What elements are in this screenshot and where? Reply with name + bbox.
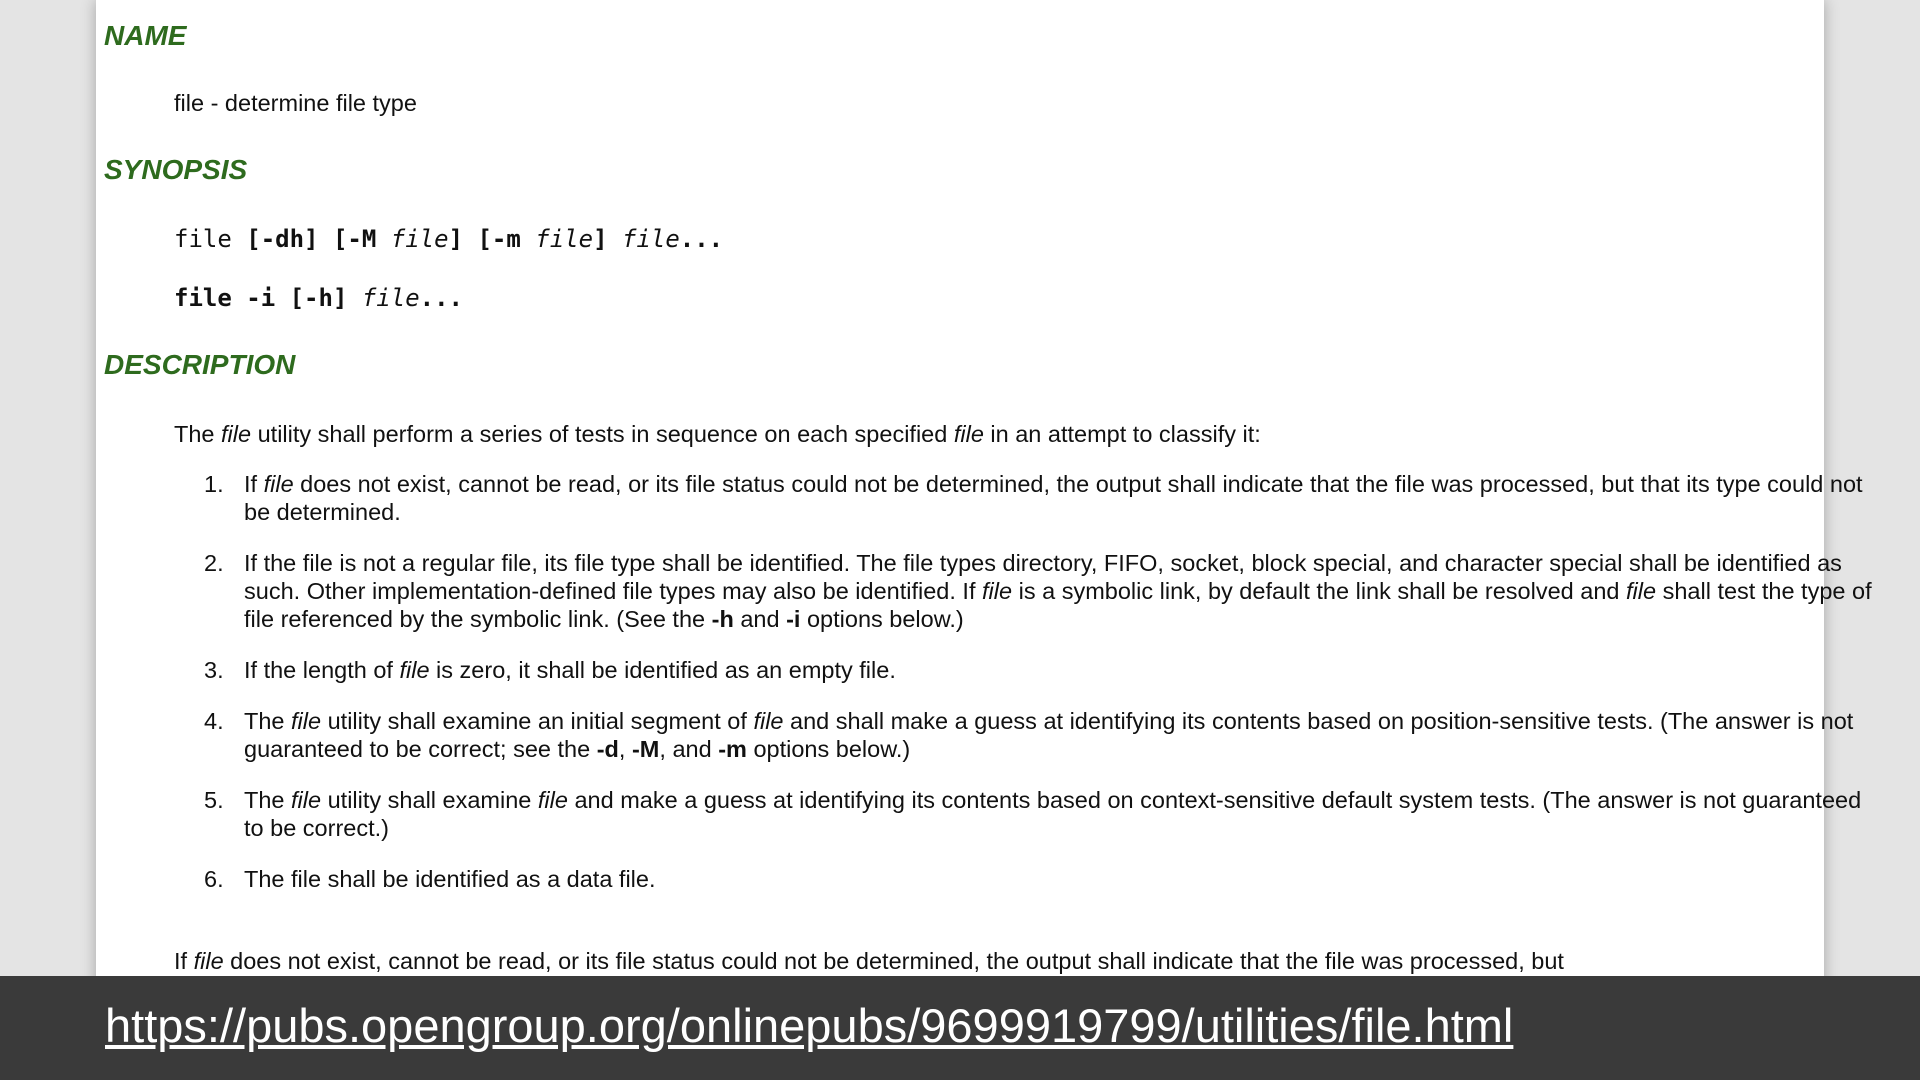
italic-term: file — [537, 787, 568, 813]
synopsis-line-2 — [174, 283, 1784, 313]
bold-option: -i — [786, 606, 801, 632]
italic-term: file — [263, 471, 294, 497]
list-number: 1. — [204, 471, 224, 497]
text-run: and — [733, 606, 787, 632]
italic-term: file — [982, 578, 1013, 604]
text-run: , — [618, 736, 632, 762]
text-run: The — [244, 708, 292, 734]
name-description: file - determine file type — [174, 90, 417, 116]
text-run: utility shall perform a series of tests in sequence on each specified — [251, 421, 954, 447]
synopsis-argument: file — [390, 225, 449, 253]
text-run: is zero, it shall be identified as an empty file. — [429, 657, 896, 683]
section-heading-synopsis: SYNOPSIS — [104, 154, 248, 185]
list-number: 4. — [204, 708, 224, 734]
bold-option: -M — [631, 736, 660, 762]
list-item — [204, 656, 1884, 684]
text-run: The — [244, 787, 292, 813]
text-run: If the file is not a regular file, its file type shall be identified. The file types directory, FIFO, socket, block special, and character special shall be identified as such. Other implementation-defined file types may also be identified. If — [244, 550, 1842, 604]
list-item — [204, 707, 1884, 763]
synopsis-bracket: ] — [448, 225, 464, 253]
description-continuation — [174, 947, 1784, 975]
italic-term: file — [291, 708, 322, 734]
text-run: and shall make a guess at identifying its contents based on position-sensitive tests. (The answer is not guaranteed to be correct; see the — [244, 708, 1854, 762]
list-number: 6. — [204, 866, 224, 892]
text-run: and make a guess at identifying its contents based on context-sensitive default system tests. (The answer is not guaranteed to be correct.) — [244, 787, 1862, 841]
text-run: utility shall examine — [321, 787, 538, 813]
text-run: The file shall be identified as a data file. — [244, 866, 656, 892]
text-run: If — [174, 948, 194, 974]
italic-term: file — [221, 421, 252, 447]
text-run: does not exist, cannot be read, or its file status could not be determined, the output shall indicate that the file was processed, but that its type could not be determined. — [244, 471, 1863, 525]
text-run: in an attempt to classify it: — [983, 421, 1261, 447]
italic-term: file — [753, 708, 784, 734]
italic-term: file — [399, 657, 430, 683]
bold-option: -m — [718, 736, 747, 762]
text-run: , and — [659, 736, 719, 762]
description-intro — [174, 420, 1784, 448]
text-run: options below.) — [800, 606, 964, 632]
list-number: 5. — [204, 787, 224, 813]
synopsis-cmd: file -i — [174, 284, 276, 312]
synopsis-cmd: file — [174, 225, 232, 253]
text-run: utility shall examine an initial segment of — [321, 708, 754, 734]
italic-term: file — [1626, 578, 1657, 604]
list-item — [204, 470, 1884, 526]
text-run: If — [244, 471, 264, 497]
synopsis-operand: file — [621, 225, 680, 253]
synopsis-argument: file — [535, 225, 594, 253]
bold-option: -d — [596, 736, 619, 762]
synopsis-option: [-M — [332, 225, 377, 253]
italic-term: file — [291, 787, 322, 813]
list-item — [204, 865, 1884, 893]
text-run: The — [174, 421, 222, 447]
synopsis-operand: file — [361, 284, 420, 312]
synopsis-ellipsis: ... — [419, 284, 464, 312]
text-run: options below.) — [746, 736, 911, 762]
url-caption-bar — [0, 976, 1920, 1080]
text-run: is a symbolic link, by default the link shall be resolved and — [1012, 578, 1627, 604]
synopsis-option: [-dh] — [246, 225, 319, 253]
test-sequence-list — [174, 470, 1884, 916]
synopsis-option: [-h] — [289, 284, 348, 312]
list-number: 3. — [204, 657, 224, 683]
text-run: does not exist, cannot be read, or its file status could not be determined, the output shall indicate that the file was processed, but — [223, 948, 1564, 974]
synopsis-option: [-m — [477, 225, 521, 253]
document-page — [96, 0, 1872, 1080]
bold-option: -h — [711, 606, 734, 632]
list-item — [204, 786, 1884, 842]
section-heading-name: NAME — [104, 20, 187, 51]
synopsis-ellipsis: ... — [679, 225, 724, 253]
source-url-link[interactable]: https://pubs.opengroup.org/onlinepubs/9699919799/utilities/file.html — [105, 999, 1514, 1052]
section-heading-description: DESCRIPTION — [104, 349, 296, 380]
list-number: 2. — [204, 550, 224, 576]
italic-term: file — [193, 948, 224, 974]
synopsis-line-1 — [174, 224, 1784, 254]
synopsis-bracket: ] — [593, 225, 608, 253]
italic-term: file — [953, 421, 984, 447]
list-item — [204, 549, 1884, 633]
text-run: shall test the type of file referenced by the symbolic link. (See the — [244, 578, 1872, 632]
text-run: If the length of — [244, 657, 400, 683]
